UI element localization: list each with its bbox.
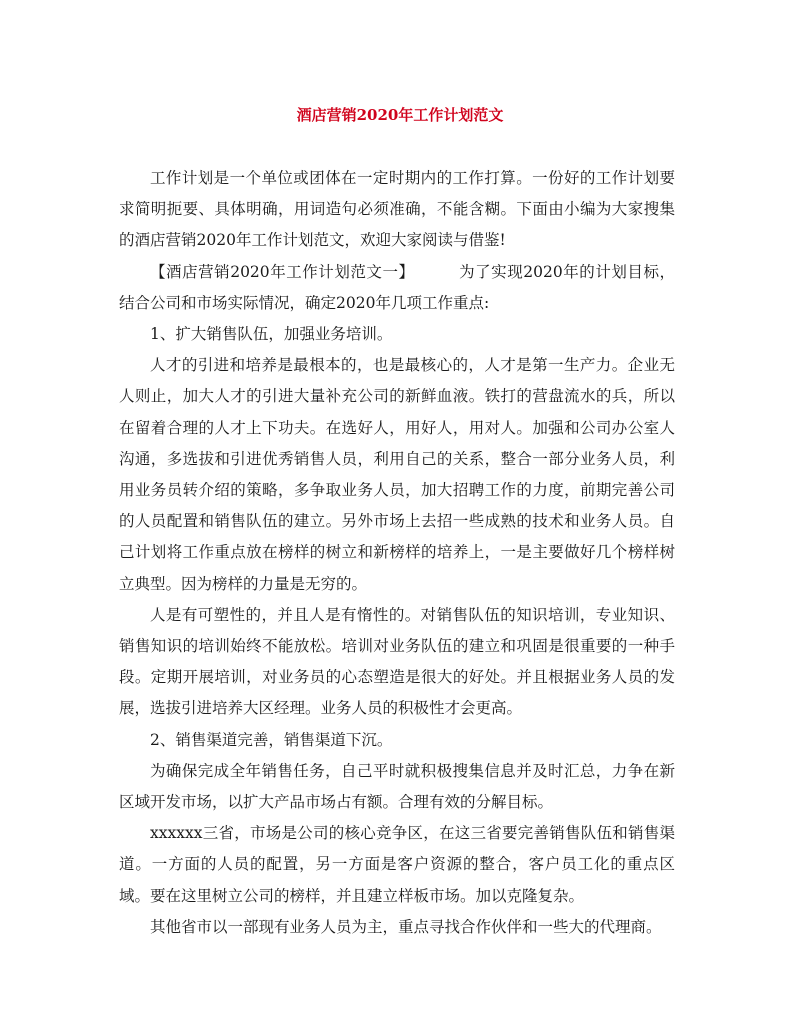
- item1-heading: 1、扩大销售队伍，加强业务培训。: [150, 325, 393, 344]
- document-body: [119, 163, 675, 943]
- document-title: 酒店营销2020年工作计划范文: [296, 106, 504, 124]
- item1-paragraph-1: 人才的引进和培养是最根本的，也是最核心的，人才是第一生产力。企业无人则止，加大人才的引进大量补充公司的新鲜血液。铁打的营盘流水的兵，所以在留着合理的人才上下功夫。在选好人，用好人，用对人。加强和公司办公室人沟通，多选拔和引进优秀销售人员，利用自己的关系，整合一部分业务人员，利用业务员转介绍的策略，多争取业务人员，加大招聘工作的力度，前期完善公司的人员配置和销售队伍的建立。另外市场上去招一些成熟的技术和业务人员。自己计划将工作重点放在榜样的树立和新榜样的培养上，一是主要做好几个榜样树立典型。因为榜样的力量是无穷的。: [119, 356, 675, 593]
- section-lead: 为了实现2020年的计划目标，结合公司和市场实际情况，确定2020年几项工作重点:: [119, 262, 675, 312]
- item1-paragraph-2: 人是有可塑性的，并且人是有惰性的。对销售队伍的知识培训，专业知识、销售知识的培训始终不能放松。培训对业务队伍的建立和巩固是很重要的一种手段。定期开展培训，对业务员的心态塑造是很大的好处。并且根据业务人员的发展，选拔引进培养大区经理。业务人员的积极性才会更高。: [119, 605, 675, 718]
- item2-paragraph-3: 其他省市以一部现有业务人员为主，重点寻找合作伙伴和一些大的代理商。: [150, 917, 662, 936]
- item2-heading: 2、销售渠道完善，销售渠道下沉。: [150, 730, 393, 749]
- item2-paragraph-2: xxxxxx三省，市场是公司的核心竞争区，在这三省要完善销售队伍和销售渠道。一方面的人员的配置，另一方面是客户资源的整合，客户员工化的重点区域。要在这里树立公司的榜样，并且建立样板市场。加以克隆复杂。: [119, 824, 675, 905]
- intro-paragraph: 工作计划是一个单位或团体在一定时期内的工作打算。一份好的工作计划要求简明扼要、具体明确，用词造句必须准确，不能含糊。下面由小编为大家搜集的酒店营销2020年工作计划范文，欢迎大家阅读与借鉴!: [119, 169, 675, 250]
- section-paragraph: [119, 257, 675, 319]
- section-heading: 【酒店营销2020年工作计划范文一】: [150, 262, 415, 281]
- item2-paragraph-1: 为确保完成全年销售任务，自己平时就积极搜集信息并及时汇总，力争在新区域开发市场，以扩大产品市场占有额。合理有效的分解目标。: [119, 761, 675, 812]
